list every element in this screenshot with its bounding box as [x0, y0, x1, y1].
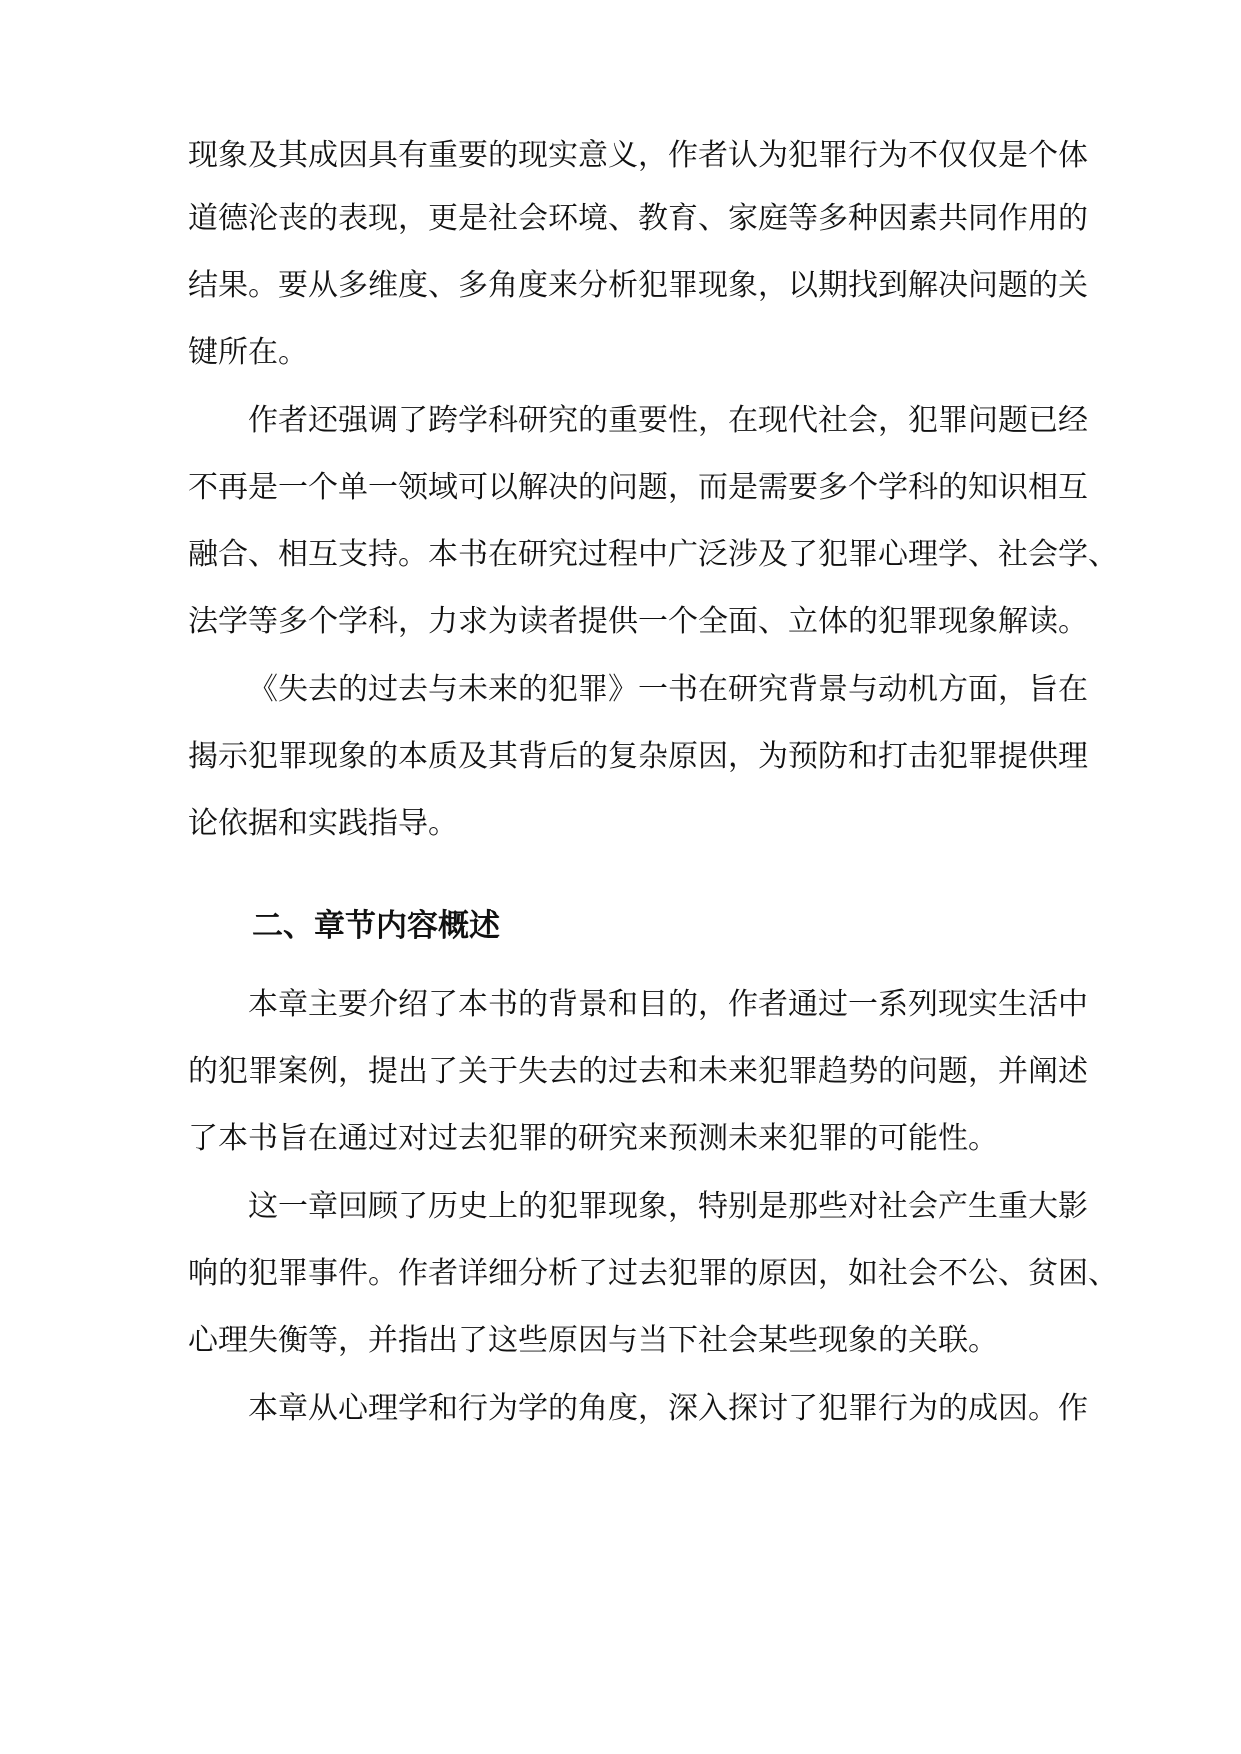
section-paragraph-1-line-1: 本章主要介绍了本书的背景和目的，作者通过一系列现实生活中 [248, 987, 1088, 1022]
paragraph-2-line-2: 不再是一个单一领域可以解决的问题，而是需要多个学科的知识相互 [188, 470, 1088, 505]
section-paragraph-3-line-1: 本章从心理学和行为学的角度，深入探讨了犯罪行为的成因。作 [248, 1391, 1088, 1426]
section-heading: 二、章节内容概述 [252, 908, 500, 944]
section-paragraph-2-line-2: 响的犯罪事件。作者详细分析了过去犯罪的原因，如社会不公、贫困、 [188, 1256, 1118, 1291]
paragraph-3-line-2: 揭示犯罪现象的本质及其背后的复杂原因，为预防和打击犯罪提供理 [188, 739, 1088, 774]
paragraph-1-line-3: 结果。要从多维度、多角度来分析犯罪现象，以期找到解决问题的关 [188, 268, 1088, 303]
paragraph-3-line-1: 《失去的过去与未来的犯罪》一书在研究背景与动机方面，旨在 [248, 672, 1088, 707]
section-paragraph-1-line-2: 的犯罪案例，提出了关于失去的过去和未来犯罪趋势的问题，并阐述 [188, 1054, 1088, 1089]
paragraph-2-line-3: 融合、相互支持。本书在研究过程中广泛涉及了犯罪心理学、社会学、 [188, 537, 1118, 572]
paragraph-2-line-1: 作者还强调了跨学科研究的重要性，在现代社会，犯罪问题已经 [248, 403, 1088, 438]
section-paragraph-2-line-1: 这一章回顾了历史上的犯罪现象，特别是那些对社会产生重大影 [248, 1189, 1088, 1224]
paragraph-1-line-4: 键所在。 [188, 335, 308, 370]
section-paragraph-2-line-3: 心理失衡等，并指出了这些原因与当下社会某些现象的关联。 [188, 1323, 998, 1358]
paragraph-2-line-4: 法学等多个学科，力求为读者提供一个全面、立体的犯罪现象解读。 [188, 604, 1088, 639]
paragraph-1-line-1: 现象及其成因具有重要的现实意义，作者认为犯罪行为不仅仅是个体 [188, 138, 1088, 173]
paragraph-3-line-3: 论依据和实践指导。 [188, 806, 458, 841]
paragraph-1-line-2: 道德沦丧的表现，更是社会环境、教育、家庭等多种因素共同作用的 [188, 201, 1088, 236]
section-paragraph-1-line-3: 了本书旨在通过对过去犯罪的研究来预测未来犯罪的可能性。 [188, 1121, 998, 1156]
